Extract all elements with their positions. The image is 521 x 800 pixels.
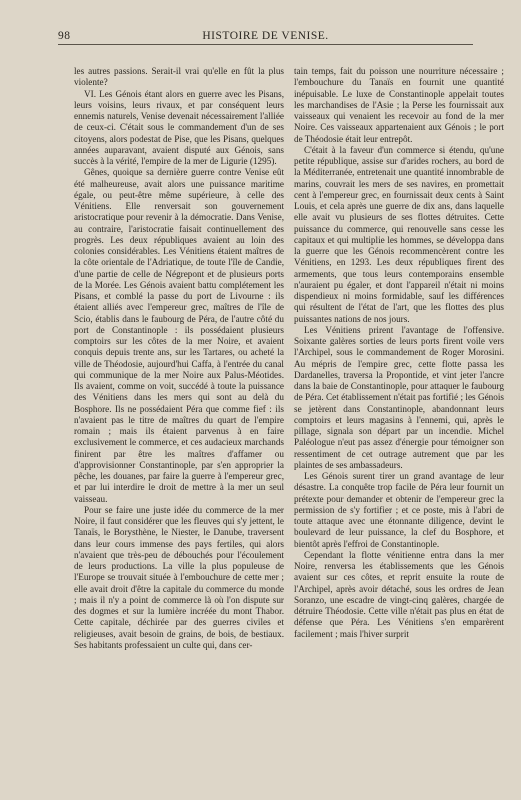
paragraph: Cependant la flotte vénitienne entra dans la mer Noire, renversa les établissements que les Génois avaient sur ces côtes, et reprit ensuite la route de l'Archipel, après avoir détaché, sous les ordres de Jean Soranzo, une escadre de vingt-cinq galères, chargée de détruire Théodosie. Cette ville n'était pas plus en état de défense que Péra. Les Vénitiens s'en emparèrent facilement ; mais l'hiver surprit <box>294 549 504 639</box>
text-columns <box>74 66 504 788</box>
page-number: 98 <box>58 30 71 42</box>
paragraph: tain temps, fait du poisson une nourriture nécessaire ; l'embouchure du Tanaïs en fournit une quantité inépuisable. Le luxe de Constantinople appelait toutes les marchandises de l'Asie ; la Perse les fournissait aux vaisseaux qui venaient les recevoir au fond de la mer Noire. Ces vaisseaux appartenaient aux Génois ; le port de Théodosie était leur entrepôt. <box>294 66 504 144</box>
paragraph: VI. Les Génois étant alors en guerre avec les Pisans, leurs voisins, leurs rivaux, et par conséquent leurs ennemis naturels, Venise devenait nécessairement l'alliée de ceux-ci. C'était sous le commandement d'un de ses citoyens, alors podestat de Pise, que les Pisans, quelques années auparavant, avaient disputé aux Génois, sans succès à la vérité, l'empire de la mer de Ligurie (1295). <box>74 88 284 166</box>
left-column <box>74 66 284 788</box>
paragraph: C'était à la faveur d'un commerce si étendu, qu'une petite république, assise sur d'arides rochers, au bord de la Méditerranée, entretenait une quantité innombrable de marins, couvrait les mers de ses navires, en promettait cent à l'empereur grec, en fournissait deux cents à Saint Louis, et cela après une guerre de dix ans, dans laquelle elle avait vu plusieurs de ses flottes détruites. Cette puissance du commerce, qui renouvelle sans cesse les capitaux et qui multiplie les hommes, se développa dans la guerre que les Génois recommencèrent contre les Vénitiens, en 1293. Les deux républiques firent des armements, que tous leurs contemporains ensemble n'auraient pu égaler, et dont l'appareil n'était ni moins dispendieux ni moins formidable, sauf les différences qui résultent de l'état de l'art, que les flottes des plus puissantes nations de nos jours. <box>294 144 504 324</box>
right-column <box>294 66 504 788</box>
paragraph: Les Vénitiens prirent l'avantage de l'offensive. Soixante galères sorties de leurs ports firent voile vers l'Archipel, sous le commandement de Roger Morosini. Au mépris de l'empire grec, cette flotte passa les Dardanelles, traversa la Propontide, et vint jeter l'ancre dans la baie de Constantinople, pour attaquer le faubourg de Péra. Cet établissement n'était pas fortifié ; les Génois se jetèrent dans Constantinople, abandonnant leurs comptoirs et leurs magasins à l'ennemi, qui, après le pillage, signala son départ par un incendie. Michel Paléologue n'eut pas assez d'énergie pour témoigner son ressentiment de cet outrage autrement que par les plaintes de ses ambassadeurs. <box>294 324 504 470</box>
paragraph: les autres passions. Serait-il vrai qu'elle en fût la plus violente? <box>74 66 284 88</box>
paragraph: Gênes, quoique sa dernière guerre contre Venise eût été malheureuse, avait alors une puissance maritime égale, ou peut-être même supérieure, à celle des Vénitiens. Elle renversait son gouvernement aristocratique pour revenir à la démocratie. Dans Venise, au contraire, l'aristocratie faisait continuellement des progrès. Les deux républiques avaient au loin des colonies considérables. Les Vénitiens étaient maîtres de la côte orientale de l'Adriatique, de toute l'île de Candie, d'une partie de celle de Négrepont et de plusieurs ports de la Morée. Les Génois avaient battu complétement les Pisans, et comblé la passe du port de Livourne : ils étaient alliés avec l'empereur grec, maîtres de l'île de Scio, établis dans le faubourg de Péra, de l'autre côté du port de Constantinople : ils possédaient plusieurs comptoirs sur les côtes de la mer Noire, et avaient conquis depuis trente ans, sur les Tartares, ou acheté la ville de Théodosie, aujourd'hui Caffa, à l'entrée du canal qui communique de la mer Noire aux Palus-Méotides. Ils avaient, comme on voit, succédé à toute la puissance des Vénitiens dans les mers qui sont au delà du Bosphore. Ils ne possédaient Péra que comme fief : ils n'avaient pas le titre de maîtres du quart de l'empire romain ; mais ils étaient parvenus à en faire exclusivement le commerce, et ces audacieux marchands finirent par être les maîtres d'affamer ou d'approvisionner Constantinople, par s'en approprier la pêche, les douanes, par faire la guerre à l'empereur grec, et par lui interdire le droit de mettre à la mer un seul vaisseau. <box>74 167 284 504</box>
paragraph: Pour se faire une juste idée du commerce de la mer Noire, il faut considérer que les fleuves qui s'y jettent, le Tanaïs, le Borysthène, le Niester, le Danube, traversent dans leur cours immense des pays fertiles, qui alors n'avaient que très-peu de débouchés pour l'écoulement de leurs productions. La ville la plus populeuse de l'Europe se trouvait située à l'embouchure de cette mer ; elle avait droit d'être la capitale du commerce du monde ; mais il n'y a point de commerce là où l'on dispute sur des dogmes et sur la lumière incréée du mont Thabor. Cette capitale, déchirée par des guerres civiles et religieuses, avait besoin de grains, de bois, de bestiaux. Ses habitants professaient un culte qui, dans cer- <box>74 504 284 650</box>
running-title: HISTOIRE DE VENISE. <box>202 30 329 42</box>
paragraph: Les Génois surent tirer un grand avantage de leur désastre. La conquête trop facile de Péra leur fournit un prétexte pour demander et obtenir de l'empereur grec la permission de s'y fortifier ; et ce poste, mis à l'abri de toute attaque avec une étonnante diligence, devint le boulevard de leur puissance, la clef du Bosphore, et bientôt après l'effroi de Constantinople. <box>294 471 504 549</box>
page-header <box>58 24 473 45</box>
